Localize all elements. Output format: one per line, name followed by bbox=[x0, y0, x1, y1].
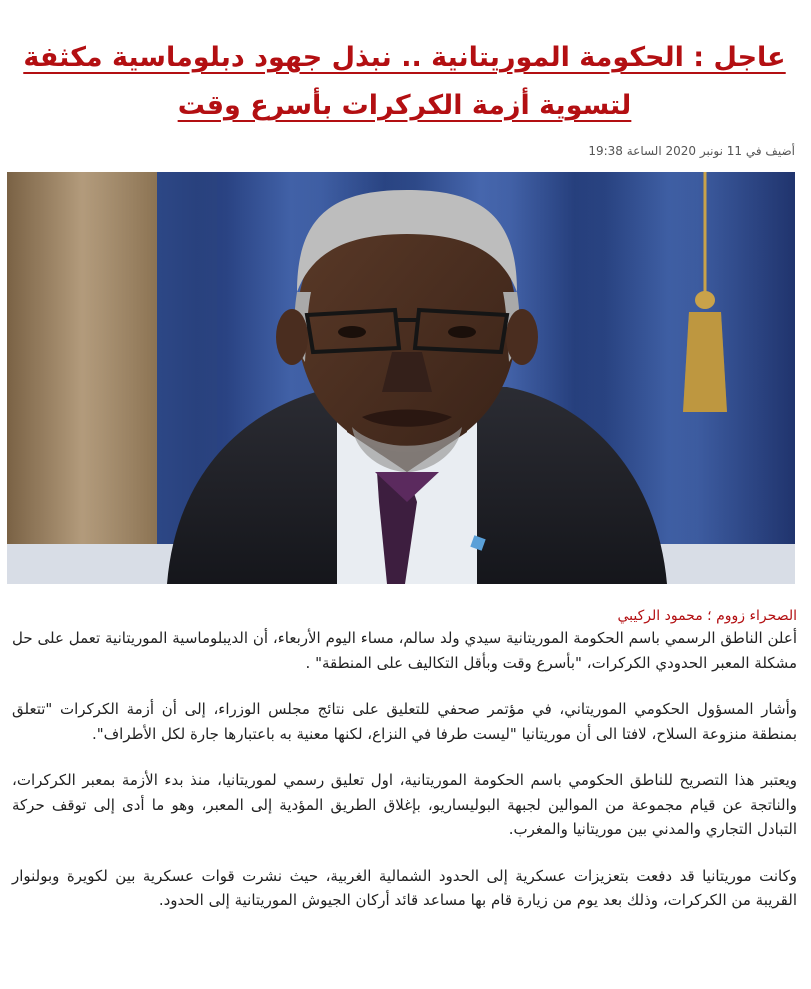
article-title bbox=[12, 0, 797, 130]
article-title-link[interactable]: عاجل : الحكومة الموريتانية .. نبذل جهود دبلوماسية مكثفة لتسوية أزمة الكركرات بأسرع وقت bbox=[23, 42, 786, 121]
byline-author[interactable]: محمود الركيبي bbox=[617, 608, 703, 624]
article-photo-illustration bbox=[7, 172, 795, 584]
article-byline bbox=[12, 606, 797, 626]
byline-source[interactable]: الصحراء زووم bbox=[716, 608, 797, 624]
article-body bbox=[12, 626, 797, 913]
article-paragraph-1: أعلن الناطق الرسمي باسم الحكومة الموريتانية سيدي ولد سالم، مساء اليوم الأربعاء، أن الديبلوماسية الموريتانية تعمل على حل مشكلة المعبر الحدودي الكركرات، "بأسرع وقت وبأقل التكاليف على المنطقة" . bbox=[12, 629, 797, 672]
article-date: أضيف في 11 نونبر 2020 الساعة 19:38 bbox=[588, 144, 795, 158]
byline-separator: ؛ bbox=[702, 608, 717, 624]
article-photo bbox=[7, 172, 795, 584]
article-paragraph-4: وكانت موريتانيا قد دفعت بتعزيزات عسكرية إلى الحدود الشمالية الغربية، حيث نشرت قوات عسكرية بين لكويرة وبولنوار القريبة من الكركرات، وذلك بعد يوم من زيارة قام بها مساعد قائد أركان الجيوش الموريتانية إلى الحدود. bbox=[12, 866, 797, 909]
article-paragraph-3: ويعتبر هذا التصريح للناطق الحكومي باسم الحكومة الموريتانية، اول تعليق رسمي لموريتانيا، منذ بدء الأزمة بمعبر الكركرات، والناتجة عن قيام مجموعة من الموالين لجبهة البوليساريو، بإغلاق الطريق المؤدية إلى المعبر، وهو ما أدى إلى توقف حركة التبادل التجاري والمدني بين موريتانيا والمغرب. bbox=[12, 771, 797, 838]
article-paragraph-2: وأشار المسؤول الحكومي الموريتاني، في مؤتمر صحفي للتعليق على نتائج مجلس الوزراء، إلى أن أزمة الكركرات "تتعلق بمنطقة منزوعة السلاح، لافتا الى أن موريتانيا "ليست طرفا في النزاع، لكنها معنية به باعتبارها جارة لكل الأطراف". bbox=[12, 700, 797, 743]
